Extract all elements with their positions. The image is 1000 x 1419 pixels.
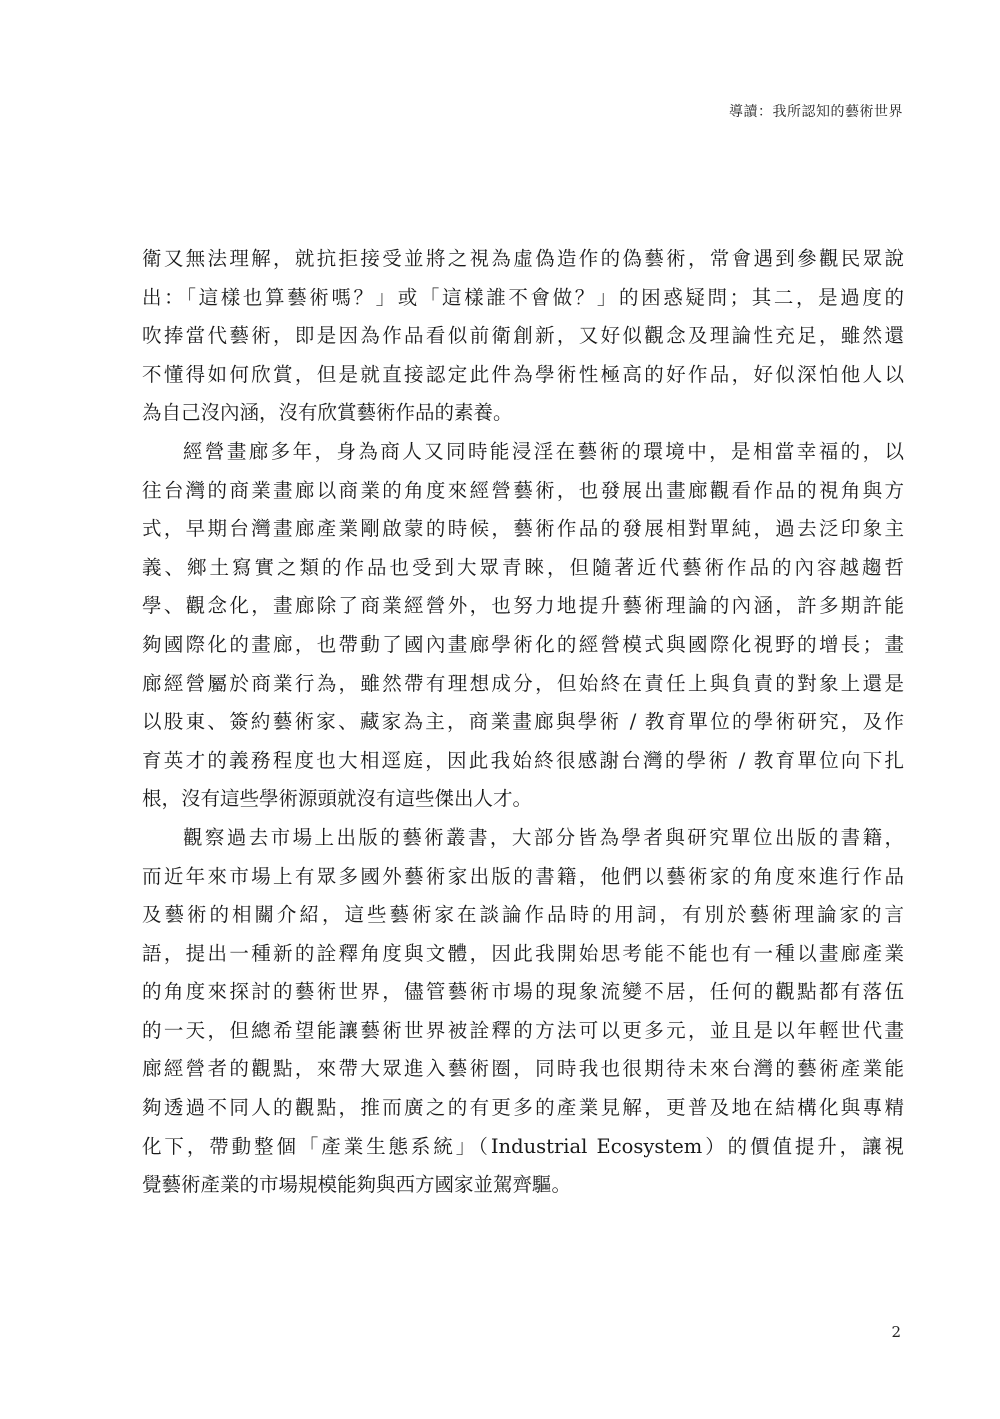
text-line: 式，早期台灣畫廊產業剛啟蒙的時候，藝術作品的發展相對單純，過去泛印象主 <box>142 517 904 541</box>
text-line: 而近年來市場上有眾多國外藝術家出版的書籍，他們以藝術家的角度來進行作品 <box>142 864 904 888</box>
running-header: 導讀：我所認知的藝術世界 <box>729 104 903 120</box>
text-line: 的一天，但總希望能讓藝術世界被詮釋的方法可以更多元，並且是以年輕世代畫 <box>142 1018 904 1042</box>
text-line: 學、觀念化，畫廊除了商業經營外，也努力地提升藝術理論的內涵，許多期許能 <box>142 594 904 618</box>
text-line: 經營畫廊多年，身為商人又同時能浸淫在藝術的環境中，是相當幸福的，以 <box>183 439 904 463</box>
page-number: 2 <box>891 1323 901 1341</box>
text-line: 夠國際化的畫廊，也帶動了國內畫廊學術化的經營模式與國際化視野的增長；畫 <box>142 632 904 656</box>
text-line: 廊經營屬於商業行為，雖然帶有理想成分，但始終在責任上與負責的對象上還是 <box>142 671 904 695</box>
paragraph-1 <box>142 240 904 433</box>
text-line: 不懂得如何欣賞，但是就直接認定此件為學術性極高的好作品，好似深怕他人以 <box>142 362 904 386</box>
text-line: 觀察過去市場上出版的藝術叢書，大部分皆為學者與研究單位出版的書籍， <box>183 825 904 849</box>
text-line: 育英才的義務程度也大相逕庭，因此我始終很感謝台灣的學術 / 教育單位向下扎 <box>142 748 904 772</box>
text-line: 的角度來探討的藝術世界，儘管藝術市場的現象流變不居，任何的觀點都有落伍 <box>142 980 904 1004</box>
text-line: 出：「這樣也算藝術嗎？」或「這樣誰不會做？」的困惑疑問；其二，是過度的 <box>142 285 904 309</box>
text-line: 吹捧當代藝術，即是因為作品看似前衛創新，又好似觀念及理論性充足，雖然還 <box>142 324 904 348</box>
text-line: 語，提出一種新的詮釋角度與文體，因此我開始思考能不能也有一種以畫廊產業 <box>142 941 904 965</box>
text-line: 為自己沒內涵，沒有欣賞藝術作品的素養。 <box>142 401 513 425</box>
text-line: 衛又無法理解，就抗拒接受並將之視為虛偽造作的偽藝術，常會遇到參觀民眾說 <box>142 247 904 270</box>
text-line: 廊經營者的觀點，來帶大眾進入藝術圈，同時我也很期待未來台灣的藝術產業能 <box>142 1057 904 1081</box>
text-line: 往台灣的商業畫廊以商業的角度來經營藝術，也發展出畫廊觀看作品的視角與方 <box>142 478 904 502</box>
text-line: 化下，帶動整個「產業生態系統」（Industrial Ecosystem）的價值提升，讓視 <box>142 1134 904 1158</box>
paragraph-2 <box>142 433 904 819</box>
body-text <box>142 240 904 1205</box>
text-line: 以股東、簽約藝術家、藏家為主，商業畫廊與學術 / 教育單位的學術研究，及作 <box>142 710 904 734</box>
text-line: 覺藝術產業的市場規模能夠與西方國家並駕齊驅。 <box>142 1173 572 1197</box>
text-line: 夠透過不同人的觀點，推而廣之的有更多的產業見解，更普及地在結構化與專精 <box>142 1096 904 1120</box>
text-line: 根，沒有這些學術源頭就沒有這些傑出人才。 <box>142 787 533 811</box>
paragraph-3 <box>142 819 904 1205</box>
text-line: 及藝術的相關介紹，這些藝術家在談論作品時的用詞，有別於藝術理論家的言 <box>142 903 904 927</box>
text-line: 義、鄉土寫實之類的作品也受到大眾青睞，但隨著近代藝術作品的內容越趨哲 <box>142 555 904 579</box>
